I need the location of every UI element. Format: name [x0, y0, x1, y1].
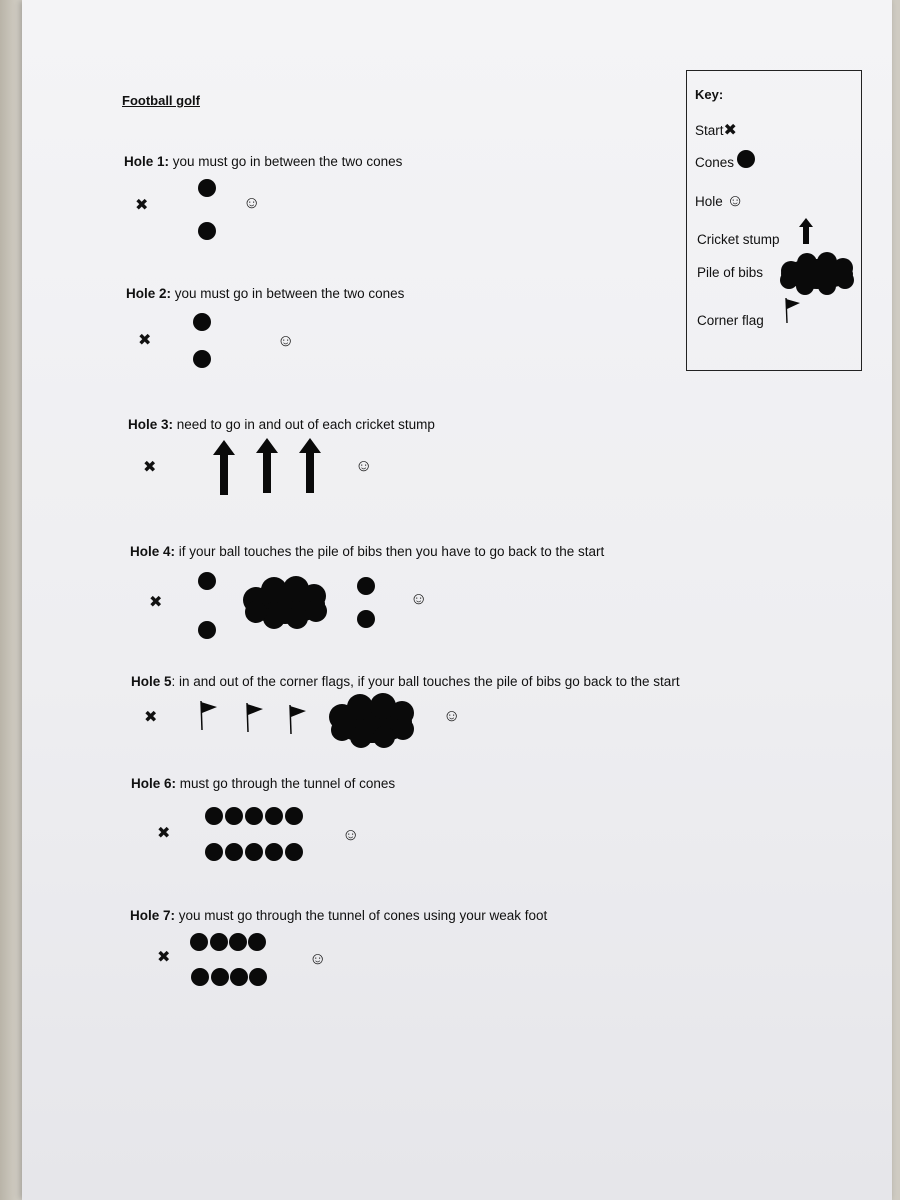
corner-flag-icon: [245, 702, 265, 732]
bibs-pile-icon: [777, 254, 857, 294]
cone-icon: [205, 807, 223, 825]
key-heading: Key:: [695, 87, 724, 102]
hole-4-instruction: [130, 544, 604, 559]
corner-flag-icon: [288, 704, 308, 734]
key-item-label: Pile of bibs: [697, 265, 764, 280]
key-box: [686, 70, 862, 371]
smiley-icon: ☺: [410, 589, 428, 608]
cone-icon: [265, 807, 283, 825]
key-item-label: Cricket stump: [697, 232, 780, 247]
cone-icon: [198, 179, 216, 197]
cross-icon: ✖: [138, 332, 152, 349]
cricket-stump-icon: [213, 440, 235, 495]
key-item-pile-of-bibs: [697, 265, 763, 280]
key-item-hole: [695, 191, 744, 211]
key-item-label: Corner flag: [697, 313, 764, 328]
cross-icon: ✖: [149, 594, 163, 611]
smiley-icon: ☺: [355, 456, 373, 475]
cone-icon: [191, 968, 209, 986]
bibs-pile-icon: [328, 695, 416, 749]
hole-label: Hole 2:: [126, 286, 172, 301]
cone-icon: [205, 843, 223, 861]
corner-flag-icon: [784, 297, 802, 323]
cone-icon: [193, 350, 211, 368]
hole-label: Hole 5: [131, 674, 172, 689]
hole-6-instruction: [131, 776, 395, 791]
cone-icon: [248, 933, 266, 951]
smiley-icon: ☺: [342, 825, 360, 844]
smiley-icon: ☺: [243, 193, 261, 212]
cone-icon: [245, 843, 263, 861]
cone-icon: [225, 807, 243, 825]
hole-7-instruction: [130, 908, 547, 923]
bibs-pile-icon: [242, 578, 328, 630]
hole-label: Hole 3:: [128, 417, 174, 432]
smiley-icon: ☺: [443, 706, 461, 725]
hole-1-instruction: [124, 154, 402, 169]
cone-icon: [357, 577, 375, 595]
cone-icon: [230, 968, 248, 986]
cone-icon: [225, 843, 243, 861]
cone-icon: [198, 222, 216, 240]
hole-text: you must go through the tunnel of cones using your weak foot: [175, 908, 548, 923]
cone-icon: [229, 933, 247, 951]
cone-icon: [210, 933, 228, 951]
cross-icon: ✖: [723, 122, 737, 139]
cone-icon: [285, 807, 303, 825]
hole-label: Hole 4:: [130, 544, 176, 559]
key-item-corner-flag: [697, 313, 764, 328]
cross-icon: ✖: [144, 709, 158, 726]
hole-3-instruction: [128, 417, 435, 432]
hole-label: Hole 1:: [124, 154, 170, 169]
cone-icon: [211, 968, 229, 986]
cone-icon: [265, 843, 283, 861]
cone-icon: [245, 807, 263, 825]
smiley-icon: ☺: [726, 191, 744, 210]
key-item-label: Start: [695, 123, 724, 138]
cone-icon: [357, 610, 375, 628]
cone-icon: [190, 933, 208, 951]
cross-icon: ✖: [157, 949, 171, 966]
desk-edge-left: [0, 0, 22, 1200]
page-title: Football golf: [122, 93, 200, 108]
hole-2-instruction: [126, 286, 404, 301]
key-item-label: Hole: [695, 194, 723, 209]
cricket-stump-icon: [299, 438, 321, 493]
hole-label: Hole 6:: [131, 776, 177, 791]
cone-icon: [285, 843, 303, 861]
cross-icon: ✖: [157, 825, 171, 842]
smiley-icon: ☺: [277, 331, 295, 350]
hole-text: : in and out of the corner flags, if your ball touches the pile of bibs go back to the start: [171, 674, 680, 689]
smiley-icon: ☺: [309, 949, 327, 968]
cone-icon: [249, 968, 267, 986]
cone-icon: [193, 313, 211, 331]
hole-text: you must go in between the two cones: [171, 286, 405, 301]
corner-flag-icon: [199, 700, 219, 730]
hole-text: if your ball touches the pile of bibs then you have to go back to the start: [175, 544, 605, 559]
hole-5-instruction: [131, 674, 680, 689]
hole-text: you must go in between the two cones: [169, 154, 403, 169]
cross-icon: ✖: [143, 459, 157, 476]
hole-text: need to go in and out of each cricket stump: [173, 417, 435, 432]
hole-label: Hole 7:: [130, 908, 176, 923]
cricket-stump-icon: [256, 438, 278, 493]
key-item-start: [695, 120, 737, 140]
key-item-cones: [695, 155, 734, 170]
hole-text: must go through the tunnel of cones: [176, 776, 396, 791]
cricket-stump-icon: [799, 218, 813, 244]
key-item-cricket-stump: [697, 232, 780, 247]
key-item-label: Cones: [695, 155, 735, 170]
cross-icon: ✖: [135, 197, 149, 214]
cone-icon: [737, 150, 755, 168]
cone-icon: [198, 621, 216, 639]
cone-icon: [198, 572, 216, 590]
